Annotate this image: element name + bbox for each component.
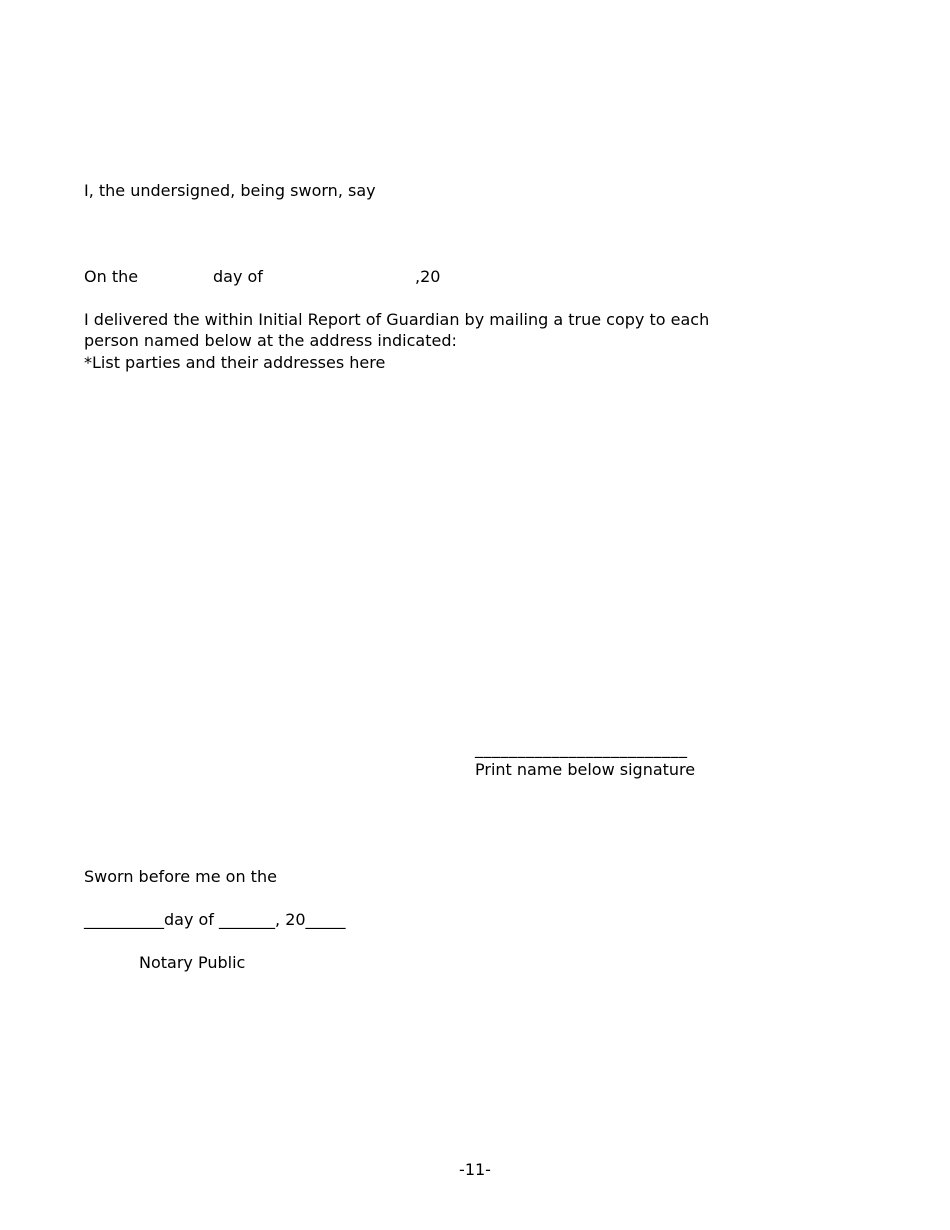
list-parties-instruction: *List parties and their addresses here (84, 353, 386, 372)
date-day-of-label: day of (213, 267, 263, 286)
sworn-date-blanks: __________day of _______, 20_____ (84, 910, 346, 929)
oath-statement: I, the undersigned, being sworn, say (84, 181, 376, 200)
date-year-prefix: ,20 (415, 267, 441, 286)
delivery-statement-line-2: person named below at the address indicated: (84, 331, 457, 350)
delivery-statement-line-1: I delivered the within Initial Report of Guardian by mailing a true copy to each (84, 310, 710, 329)
signature-caption: Print name below signature (475, 760, 696, 779)
signature-line: _________________________ (475, 739, 688, 758)
sworn-before-text: Sworn before me on the (84, 867, 277, 886)
page-number: -11- (459, 1160, 491, 1179)
date-on-the-label: On the (84, 267, 139, 286)
notary-public-label: Notary Public (139, 953, 246, 972)
